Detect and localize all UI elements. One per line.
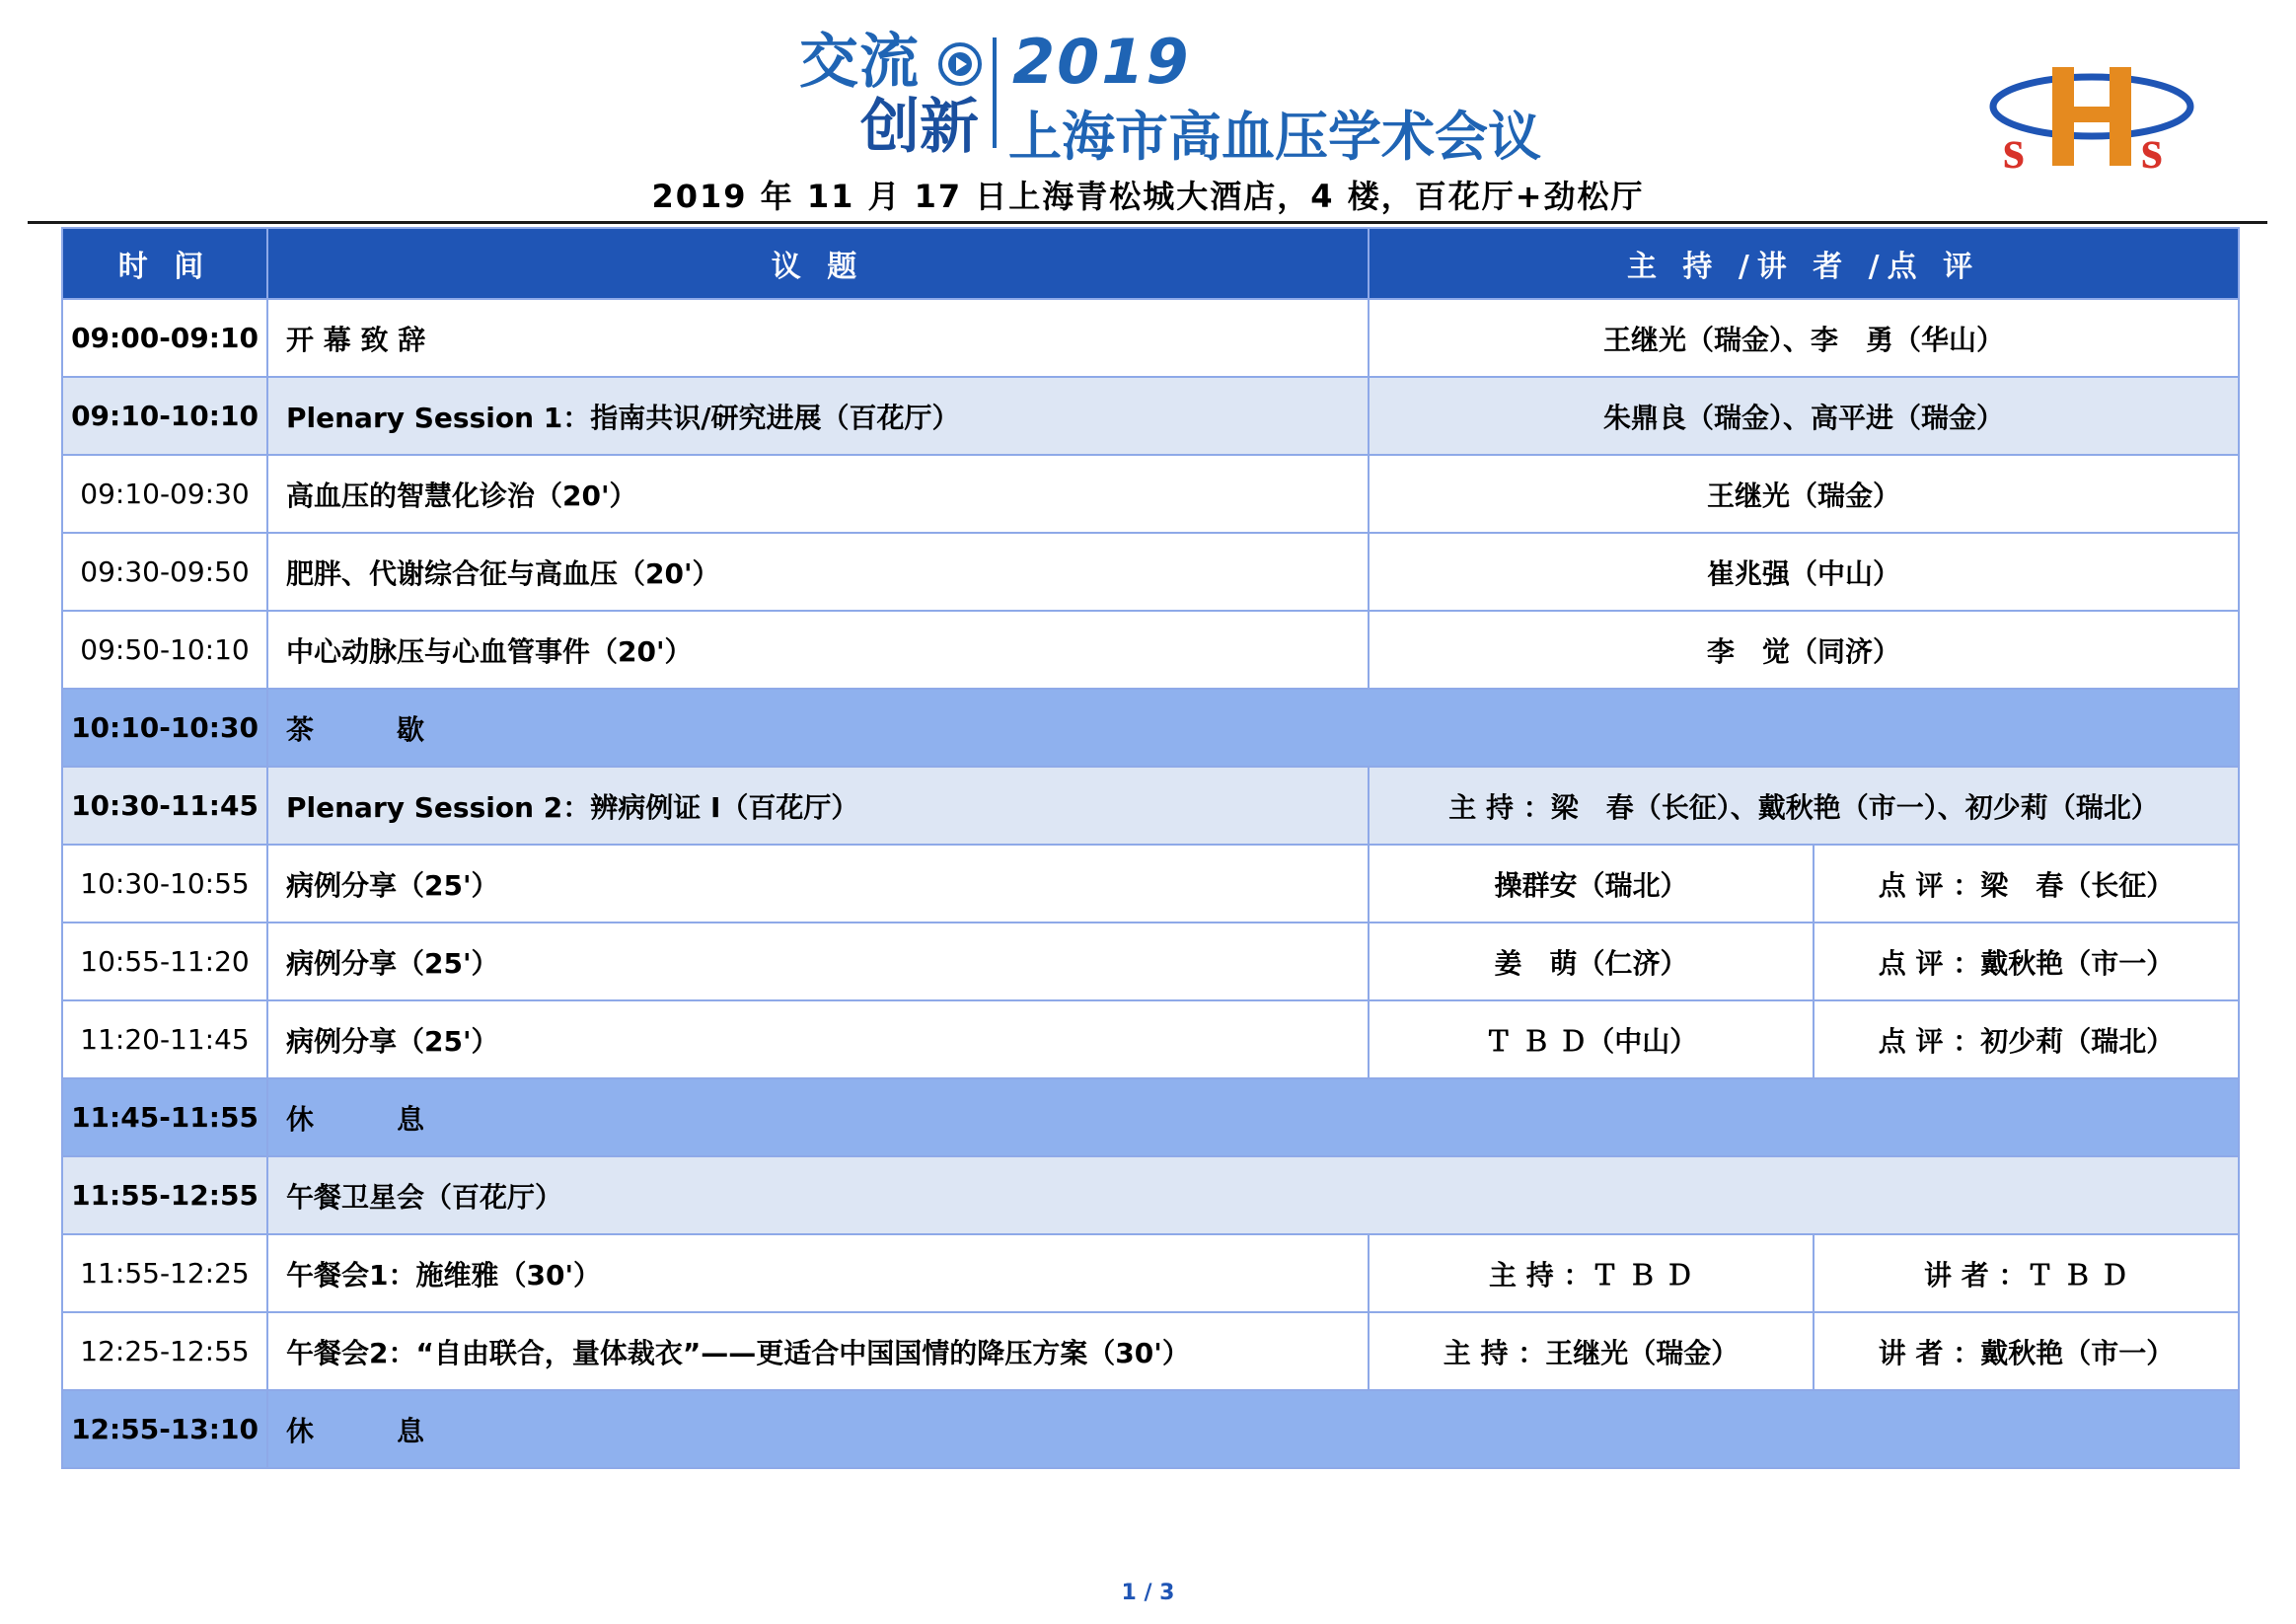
row-time: 11:45-11:55: [62, 1078, 267, 1156]
slogan-line1: 交流: [799, 28, 920, 97]
row-topic: 茶 歇: [267, 689, 2239, 767]
row-speaker: 主 持 ：王继光（瑞金）: [1369, 1312, 1814, 1390]
row-time: 09:00-09:10: [62, 299, 267, 377]
row-time: 09:30-09:50: [62, 533, 267, 611]
row-time: 11:55-12:25: [62, 1234, 267, 1312]
row-time: 09:10-09:30: [62, 455, 267, 533]
table-header-row: [62, 228, 2239, 299]
slogan-line2: 创新: [860, 93, 979, 162]
table-row: [62, 1312, 2239, 1390]
row-person: 李 觉（同济）: [1369, 611, 2239, 689]
table-row: [62, 611, 2239, 689]
row-time: 10:55-11:20: [62, 923, 267, 1000]
row-topic: 病例分享（25'）: [267, 1000, 1369, 1078]
row-time: 12:55-13:10: [62, 1390, 267, 1468]
table-row: [62, 299, 2239, 377]
row-person: 崔兆强（中山）: [1369, 533, 2239, 611]
table-row: [62, 1156, 2239, 1234]
row-person: 朱鼎良（瑞金）、高平进（瑞金）: [1369, 377, 2239, 455]
row-topic: 中心动脉压与心血管事件（20'）: [267, 611, 1369, 689]
row-topic: 午餐卫星会（百花厅）: [267, 1156, 2239, 1234]
shs-logo: [1983, 49, 2200, 187]
page-header: [0, 0, 2296, 227]
row-topic: 开 幕 致 辞: [267, 299, 1369, 377]
table-row-break: [62, 1390, 2239, 1468]
row-comment: 讲 者 ：戴秋艳（市一）: [1814, 1312, 2239, 1390]
row-time: 10:10-10:30: [62, 689, 267, 767]
row-topic: 休 息: [267, 1078, 2239, 1156]
table-row: [62, 1000, 2239, 1078]
header-topic: 议 题: [267, 228, 1369, 299]
table-row-break: [62, 689, 2239, 767]
page-number: 1 / 3: [1121, 1581, 1175, 1605]
conference-logo: [799, 26, 1541, 168]
logo-divider: [993, 37, 997, 148]
table-row-break: [62, 1078, 2239, 1156]
row-time: 10:30-11:45: [62, 767, 267, 845]
row-topic: 午餐会1：施维雅（30'）: [267, 1234, 1369, 1312]
row-person: 王继光（瑞金）: [1369, 455, 2239, 533]
row-person: 王继光（瑞金）、李 勇（华山）: [1369, 299, 2239, 377]
shs-logo-s-left: s: [2003, 119, 2025, 181]
row-speaker: Ｔ Ｂ Ｄ（中山）: [1369, 1000, 1814, 1078]
header-speakers: 主 持 /讲 者 /点 评: [1369, 228, 2239, 299]
table-row: [62, 845, 2239, 923]
row-topic: 休 息: [267, 1390, 2239, 1468]
row-topic: Plenary Session 1：指南共识/研究进展（百花厅）: [267, 377, 1369, 455]
row-speaker: 主 持 ：Ｔ Ｂ Ｄ: [1369, 1234, 1814, 1312]
row-topic: 肥胖、代谢综合征与高血压（20'）: [267, 533, 1369, 611]
conference-name: 上海市高血压学术会议: [1008, 106, 1541, 168]
row-topic: 午餐会2：“自由联合，量体裁衣”——更适合中国国情的降压方案（30'）: [267, 1312, 1369, 1390]
header-time: 时 间: [62, 228, 267, 299]
row-time: 11:55-12:55: [62, 1156, 267, 1234]
row-comment: 讲 者 ：Ｔ Ｂ Ｄ: [1814, 1234, 2239, 1312]
event-subtitle: 2019 年 11 月 17 日上海青松城大酒店，4 楼，百花厅+劲松厅: [651, 178, 1645, 215]
table-row: [62, 923, 2239, 1000]
row-topic: 高血压的智慧化诊治（20'）: [267, 455, 1369, 533]
row-time: 09:50-10:10: [62, 611, 267, 689]
row-speaker: 姜 萌（仁济）: [1369, 923, 1814, 1000]
conference-year: 2019: [1012, 26, 1191, 98]
table-row: [62, 455, 2239, 533]
row-comment: 点 评 ：戴秋艳（市一）: [1814, 923, 2239, 1000]
row-comment: 点 评 ：梁 春（长征）: [1814, 845, 2239, 923]
row-time: 09:10-10:10: [62, 377, 267, 455]
header-rule: [28, 221, 2267, 224]
row-time: 12:25-12:55: [62, 1312, 267, 1390]
row-speaker: 操群安（瑞北）: [1369, 845, 1814, 923]
row-topic: Plenary Session 2：辨病例证 I（百花厅）: [267, 767, 1369, 845]
table-row: [62, 1234, 2239, 1312]
row-topic: 病例分享（25'）: [267, 923, 1369, 1000]
row-comment: 点 评 ：初少莉（瑞北）: [1814, 1000, 2239, 1078]
table-row: [62, 533, 2239, 611]
schedule-table-wrap: [61, 227, 2238, 1469]
row-topic: 病例分享（25'）: [267, 845, 1369, 923]
row-person: 主 持 ：梁 春（长征）、戴秋艳（市一）、初少莉（瑞北）: [1369, 767, 2239, 845]
row-time: 11:20-11:45: [62, 1000, 267, 1078]
table-row: [62, 377, 2239, 455]
table-row: [62, 767, 2239, 845]
shs-logo-s-right: s: [2141, 119, 2163, 181]
row-time: 10:30-10:55: [62, 845, 267, 923]
target-icon: [937, 41, 983, 87]
schedule-table: [61, 227, 2240, 1469]
